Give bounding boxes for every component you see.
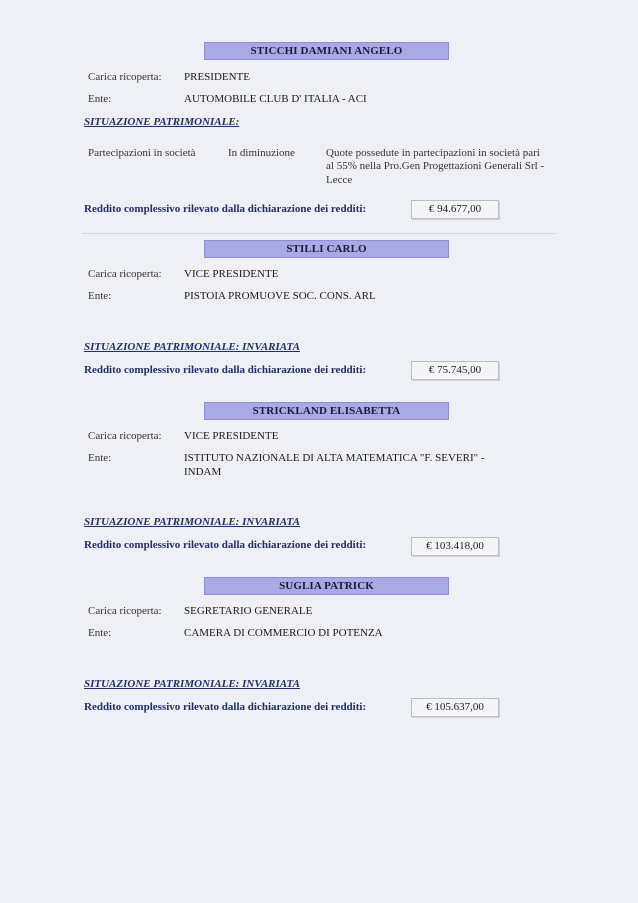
ente-value-line1: ISTITUTO NAZIONALE DI ALTA MATEMATICA "F. SEVERI" - xyxy=(184,452,485,464)
reddito-label: Reddito complessivo rilevato dalla dichiarazione dei redditi: xyxy=(84,701,367,713)
reddito-label: Reddito complessivo rilevato dalla dichiarazione dei redditi: xyxy=(84,539,367,551)
carica-value: SEGRETARIO GENERALE xyxy=(184,605,313,617)
ente-label: Ente: xyxy=(88,93,112,105)
person-name-banner: STICCHI DAMIANI ANGELO xyxy=(204,42,449,60)
partecipazioni-desc-line3: Lecce xyxy=(326,174,353,186)
situazione-patrimoniale-heading: SITUAZIONE PATRIMONIALE: xyxy=(84,116,240,128)
situazione-patrimoniale-heading: SITUAZIONE PATRIMONIALE: INVARIATA xyxy=(84,678,300,690)
reddito-label: Reddito complessivo rilevato dalla dichiarazione dei redditi: xyxy=(84,203,367,215)
person-name-banner: SUGLIA PATRICK xyxy=(204,577,449,595)
carica-label: Carica ricoperta: xyxy=(88,71,162,83)
carica-value: PRESIDENTE xyxy=(184,71,250,83)
carica-label: Carica ricoperta: xyxy=(88,430,162,442)
partecipazioni-desc-line2: al 55% nella Pro.Gen Progettazioni Generali Srl - xyxy=(326,160,545,172)
ente-value: PISTOIA PROMUOVE SOC. CONS. ARL xyxy=(184,290,376,302)
ente-label: Ente: xyxy=(88,290,112,302)
person-name-banner: STRICKLAND ELISABETTA xyxy=(204,402,449,420)
reddito-value-box: € 103.418,00 xyxy=(411,537,499,556)
ente-value-line2: INDAM xyxy=(184,466,222,478)
situazione-patrimoniale-heading: SITUAZIONE PATRIMONIALE: INVARIATA xyxy=(84,341,300,353)
carica-value: VICE PRESIDENTE xyxy=(184,430,279,442)
section-divider xyxy=(82,233,556,234)
carica-label: Carica ricoperta: xyxy=(88,268,162,280)
carica-value: VICE PRESIDENTE xyxy=(184,268,279,280)
ente-label: Ente: xyxy=(88,452,112,464)
ente-value: CAMERA DI COMMERCIO DI POTENZA xyxy=(184,627,383,639)
partecipazioni-desc-line1: Quote possedute in partecipazioni in società pari xyxy=(326,147,540,159)
partecipazioni-type: Partecipazioni in società xyxy=(88,147,196,159)
person-name-banner: STILLI CARLO xyxy=(204,240,449,258)
reddito-label: Reddito complessivo rilevato dalla dichiarazione dei redditi: xyxy=(84,364,367,376)
situazione-patrimoniale-heading: SITUAZIONE PATRIMONIALE: INVARIATA xyxy=(84,516,300,528)
reddito-value-box: € 105.637,00 xyxy=(411,698,499,717)
ente-value: AUTOMOBILE CLUB D' ITALIA - ACI xyxy=(184,93,367,105)
carica-label: Carica ricoperta: xyxy=(88,605,162,617)
ente-label: Ente: xyxy=(88,627,112,639)
partecipazioni-change: In diminuzione xyxy=(228,147,295,159)
reddito-value-box: € 94.677,00 xyxy=(411,200,499,219)
reddito-value-box: € 75.745,00 xyxy=(411,361,499,380)
